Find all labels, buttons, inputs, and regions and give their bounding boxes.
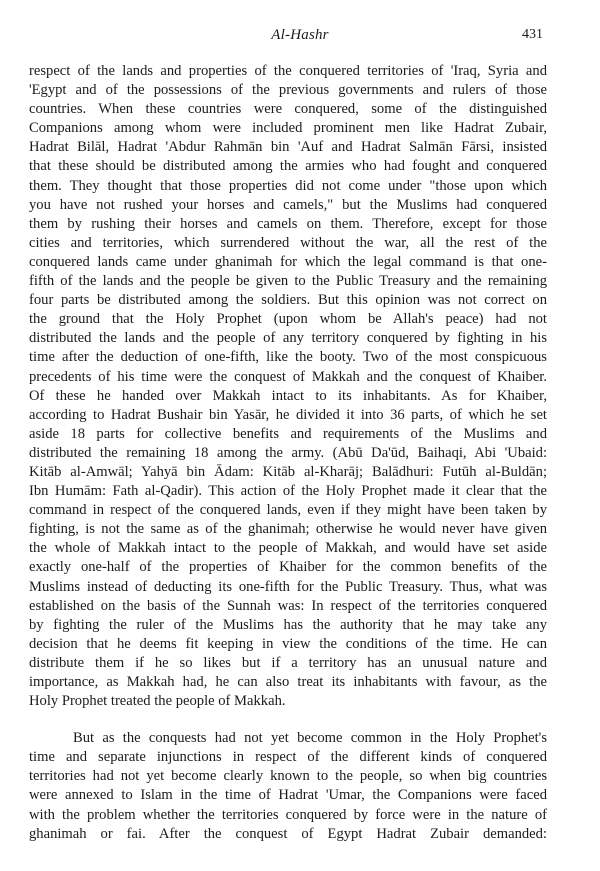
text-line: distributed the lands and the people of any territory conquered by fighting in his <box>29 330 547 347</box>
text-line: 'Egypt and of the possessions of the previous governments and rulers of those <box>29 82 547 99</box>
text-line: conquered lands came under ghanimah for which the legal command is that one- <box>29 253 547 270</box>
text-line: importance, as Makkah had, he can also treat its inhabitants with favour, as the <box>29 674 547 690</box>
text-line: time and separate injunctions in respect of the different kinds of conquered <box>29 749 547 766</box>
text-line: Hadrat Bilāl, Hadrat 'Abdur Rahmān bin 'Auf and Hadrat Salmān Fārsi, insisted <box>29 139 547 156</box>
text-line: Companions among whom were included prominent men like Hadrat Zubair, <box>29 120 547 137</box>
text-line: them by rushing their horses and camels on them. Therefore, except for those <box>29 215 547 232</box>
text-line: according to Hadrat Bushair bin Yasār, he divided it into 36 parts, of which he set <box>29 406 547 423</box>
text-line: command in respect of the conquered lands, even if they might have been taken by <box>29 502 547 519</box>
text-line: countries. When these countries were conquered, some of the distinguished <box>29 101 547 118</box>
text-line: established on the basis of the Sunnah was: In respect of the territories conquered <box>29 597 547 614</box>
text-line: respect of the lands and properties of the conquered territories of 'Iraq, Syria and <box>29 63 547 79</box>
page-number: 431 <box>522 27 543 42</box>
text-line: Kitāb al-Amwāl; Yahyā bin Ādam: Kitāb al-Kharāj; Balādhuri: Futūh al-Buldān; <box>29 463 547 480</box>
text-line: distributed the remaining 18 among the army. (Abū Da'ūd, Baihaqi, Abi 'Ubaid: <box>29 444 547 461</box>
text-line: precedents of his time were the conquest of Makkah and the conquest of Khaiber. <box>29 368 547 385</box>
text-line: Of these he handed over Makkah intact to its inhabitants. As for Khaiber, <box>29 387 547 404</box>
text-line: time after the deduction of one-fifth, like the booty. Two of the most conspicuous <box>29 349 547 366</box>
text-line: ghanimah or fai. After the conquest of Egypt Hadrat Zubair demanded: <box>29 825 547 842</box>
text-line: them. They thought that those properties did not come under "those upon which <box>29 177 547 194</box>
text-line: Holy Prophet treated the people of Makkah. <box>29 693 286 710</box>
text-line: were annexed to Islam in the time of Hadrat 'Umar, the Companions were faced <box>29 787 547 804</box>
text-line: the whole of Makkah intact to the people of Makkah, and would have set aside <box>29 540 547 557</box>
text-line: with the problem whether the territories conquered by force were in the nature of <box>29 806 547 823</box>
running-head <box>0 26 600 46</box>
text-line: aside 18 parts for collective benefits and requirements of the Muslims and <box>29 425 547 442</box>
text-line: decision that he deems fit keeping in view the conditions of the time. He can <box>29 635 547 652</box>
text-line: Muslims instead of deducting its one-fifth for the Public Treasury. Thus, what was <box>29 578 547 595</box>
paragraph-1 <box>29 62 547 711</box>
text-line: fifth of the lands and the people be given to the Public Treasury and the remaining <box>29 273 547 290</box>
text-line: territories had not yet become clearly known to the people, so when big countries <box>29 768 547 785</box>
text-line: that these should be distributed among the armies who had fought and conquered <box>29 158 547 175</box>
text-line: Ibn Humām: Fath al-Qadir). This action of the Holy Prophet made it clear that the <box>29 483 547 500</box>
text-line: cities and territories, which surrendered without the war, all the rest of the <box>29 234 547 251</box>
body-text <box>29 62 547 844</box>
text-line: exactly one-half of the properties of Khaiber for the common benefits of the <box>29 559 547 576</box>
paragraph-2 <box>29 729 547 844</box>
text-line: fighting, is not the same as of the ghanimah; otherwise he would never have given <box>29 521 547 538</box>
text-line: by fighting the ruler of the Muslims has the authority that he may take any <box>29 616 547 633</box>
text-line: distribute them if he so likes but if a territory has an unusual nature and <box>29 654 547 671</box>
running-title: Al-Hashr <box>271 27 329 43</box>
text-line: four parts be distributed among the soldiers. But this opinion was not correct on <box>29 292 547 309</box>
text-line: But as the conquests had not yet become common in the Holy Prophet's <box>73 730 547 747</box>
text-line: you have not rushed your horses and camels," but the Muslims had conquered <box>29 196 547 213</box>
text-line: the ground that the Holy Prophet (upon whom be Allah's peace) had not <box>29 311 547 328</box>
